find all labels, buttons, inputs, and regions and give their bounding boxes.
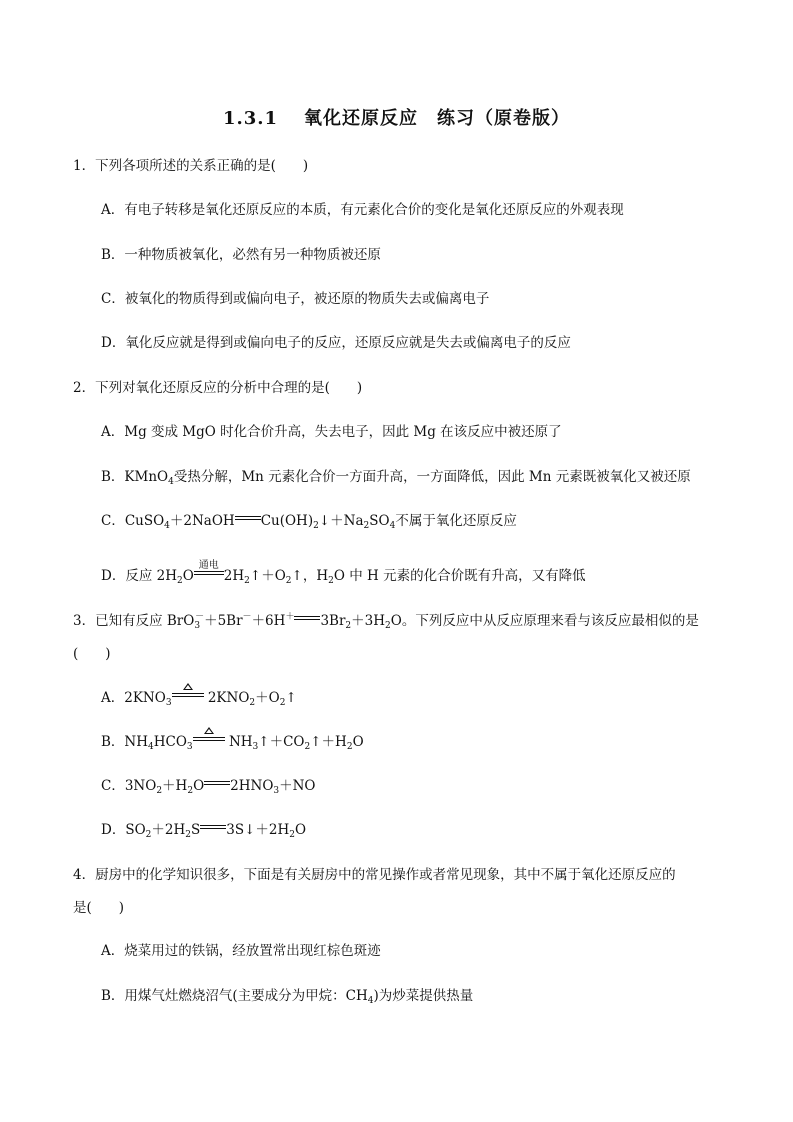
- question-2-option-b: B．KMnO$_4$受热分解，Mn 元素化合价一方面升高，一方面降低，因此 Mn 元素既被氧化又被还原: [101, 469, 691, 487]
- question-2-option-d: D．反应 $2H_2O$ 通电 $2H_2↑+O_2↑$，$H_2O$ 中 H 元素的化合价既有升高，又有降低: [101, 560, 586, 586]
- heat-triangle-icon: [204, 727, 214, 734]
- question-4-option-b: B．用煤气灶燃烧沼气(主要成分为甲烷：$CH_4$)为炒菜提供热量: [101, 988, 474, 1006]
- equals-arrow: [200, 823, 226, 833]
- question-3-option-b: B．$NH_4HCO_3$ $NH_3↑+CO_2↑+H_2O$: [101, 733, 364, 751]
- heat-arrow: [172, 691, 204, 701]
- question-1-option-b: B．一种物质被氧化，必然有另一种物质被还原: [101, 247, 381, 263]
- title-text: 氧化还原反应 练习（原卷版）: [304, 108, 571, 129]
- question-3-stem-line2: ( ): [73, 646, 111, 662]
- question-4-stem: 4．厨房中的化学知识很多，下面是有关厨房中的常见操作或者常见现象，其中不属于氧化还原反应的: [73, 867, 676, 883]
- section-number: 1.3.1: [222, 108, 279, 129]
- question-3-stem: 3．已知有反应 BrO$_3$－＋5Br－＋6H＋ $3Br_2+3H_2O$。下列反应中从反应原理来看与该反应最相似的是: [73, 612, 699, 631]
- heat-arrow: [193, 735, 225, 745]
- equals-arrow: [235, 514, 261, 524]
- question-2-option-a: A．Mg 变成 MgO 时化合价升高，失去电子，因此 Mg 在该反应中被还原了: [101, 424, 562, 440]
- question-4-option-a: A．烧菜用过的铁锅，经放置常出现红棕色斑迹: [101, 943, 381, 959]
- heat-triangle-icon: [183, 683, 193, 690]
- page-title: [0, 104, 793, 130]
- question-1-option-d: D．氧化反应就是得到或偏向电子的反应，还原反应就是失去或偏离电子的反应: [101, 335, 571, 351]
- question-1-option-a: A．有电子转移是氧化还原反应的本质，有元素化合价的变化是氧化还原反应的外观表现: [101, 202, 624, 218]
- question-3-option-a: A．$2KNO_3$ $2KNO_2+O_2↑$: [101, 689, 297, 707]
- question-2-stem: 2．下列对氧化还原反应的分析中合理的是( ): [73, 380, 363, 396]
- question-3-option-c: C．$3NO_2+H_2O$ $2HNO_3+NO$: [101, 778, 316, 796]
- question-2-option-c: C．CuSO$_4$＋2NaOH $Cu(OH)_2↓+Na_2SO_4$不属于氧化还原反应: [101, 513, 517, 531]
- question-4-stem-line2: 是( ): [73, 900, 125, 916]
- electrolysis-arrow: 通电: [194, 569, 224, 579]
- question-1-option-c: C．被氧化的物质得到或偏向电子，被还原的物质失去或偏离电子: [101, 291, 490, 307]
- equals-arrow: [204, 779, 230, 789]
- question-1-stem: 1．下列各项所述的关系正确的是( ): [73, 158, 309, 174]
- question-3-option-d: D．$SO_2+2H_2S$ $3S↓+2H_2O$: [101, 822, 307, 840]
- equals-arrow: [294, 614, 320, 624]
